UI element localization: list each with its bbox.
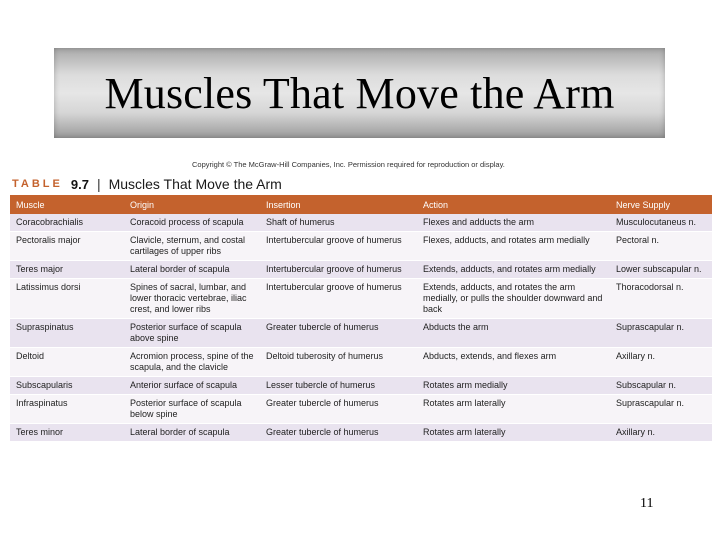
cell-origin: Lateral border of scapula <box>124 424 260 442</box>
cell-insertion: Greater tubercle of humerus <box>260 319 417 348</box>
table-caption <box>12 175 712 193</box>
table-row <box>10 279 712 319</box>
header-insertion: Insertion <box>260 195 417 214</box>
cell-muscle: Pectoralis major <box>10 232 124 261</box>
table-row <box>10 319 712 348</box>
cell-muscle: Latissimus dorsi <box>10 279 124 319</box>
cell-insertion: Intertubercular groove of humerus <box>260 232 417 261</box>
cell-nerve-supply: Subscapular n. <box>610 377 712 395</box>
cell-action: Abducts, extends, and flexes arm <box>417 348 610 377</box>
cell-insertion: Lesser tubercle of humerus <box>260 377 417 395</box>
header-action: Action <box>417 195 610 214</box>
cell-origin: Lateral border of scapula <box>124 261 260 279</box>
table-row <box>10 261 712 279</box>
cell-origin: Coracoid process of scapula <box>124 214 260 232</box>
cell-origin: Posterior surface of scapula above spine <box>124 319 260 348</box>
cell-insertion: Greater tubercle of humerus <box>260 395 417 424</box>
cell-muscle: Teres major <box>10 261 124 279</box>
slide-title: Muscles That Move the Arm <box>104 68 615 118</box>
cell-action: Rotates arm laterally <box>417 395 610 424</box>
cell-muscle: Supraspinatus <box>10 319 124 348</box>
cell-insertion: Shaft of humerus <box>260 214 417 232</box>
cell-origin: Acromion process, spine of the scapula, and the clavicle <box>124 348 260 377</box>
table-title: Muscles That Move the Arm <box>108 176 282 192</box>
slide-title-bar <box>54 48 665 138</box>
cell-muscle: Infraspinatus <box>10 395 124 424</box>
cell-action: Rotates arm laterally <box>417 424 610 442</box>
cell-nerve-supply: Thoracodorsal n. <box>610 279 712 319</box>
cell-action: Extends, adducts, and rotates arm medially <box>417 261 610 279</box>
cell-muscle: Subscapularis <box>10 377 124 395</box>
table-header-row <box>10 195 712 214</box>
cell-insertion: Greater tubercle of humerus <box>260 424 417 442</box>
cell-action: Extends, adducts, and rotates the arm medially, or pulls the shoulder downward and back <box>417 279 610 319</box>
table-row <box>10 395 712 424</box>
table-row <box>10 424 712 442</box>
cell-insertion: Intertubercular groove of humerus <box>260 261 417 279</box>
table-body <box>10 214 712 442</box>
cell-muscle: Coracobrachialis <box>10 214 124 232</box>
cell-nerve-supply: Suprascapular n. <box>610 319 712 348</box>
cell-nerve-supply: Lower subscapular n. <box>610 261 712 279</box>
cell-origin: Anterior surface of scapula <box>124 377 260 395</box>
cell-origin: Clavicle, sternum, and costal cartilages of upper ribs <box>124 232 260 261</box>
table-row <box>10 214 712 232</box>
caption-separator: | <box>96 176 101 192</box>
slide-number: 11 <box>640 496 654 511</box>
cell-origin: Posterior surface of scapula below spine <box>124 395 260 424</box>
copyright-notice: Copyright © The McGraw-Hill Companies, Inc. Permission required for reproduction or display. <box>192 160 505 169</box>
cell-nerve-supply: Axillary n. <box>610 348 712 377</box>
cell-nerve-supply: Suprascapular n. <box>610 395 712 424</box>
cell-insertion: Intertubercular groove of humerus <box>260 279 417 319</box>
cell-insertion: Deltoid tuberosity of humerus <box>260 348 417 377</box>
table-label: TABLE <box>12 178 63 190</box>
cell-nerve-supply: Musculocutaneus n. <box>610 214 712 232</box>
cell-action: Rotates arm medially <box>417 377 610 395</box>
table-row <box>10 348 712 377</box>
cell-action: Flexes, adducts, and rotates arm medially <box>417 232 610 261</box>
header-nerve-supply: Nerve Supply <box>610 195 712 214</box>
cell-nerve-supply: Pectoral n. <box>610 232 712 261</box>
cell-action: Flexes and adducts the arm <box>417 214 610 232</box>
cell-action: Abducts the arm <box>417 319 610 348</box>
cell-muscle: Deltoid <box>10 348 124 377</box>
muscle-table <box>10 195 712 442</box>
table-number: 9.7 <box>70 176 89 192</box>
header-muscle: Muscle <box>10 195 124 214</box>
cell-nerve-supply: Axillary n. <box>610 424 712 442</box>
header-origin: Origin <box>124 195 260 214</box>
cell-muscle: Teres minor <box>10 424 124 442</box>
table-row <box>10 232 712 261</box>
table-row <box>10 377 712 395</box>
cell-origin: Spines of sacral, lumbar, and lower thoracic vertebrae, iliac crest, and lower ribs <box>124 279 260 319</box>
